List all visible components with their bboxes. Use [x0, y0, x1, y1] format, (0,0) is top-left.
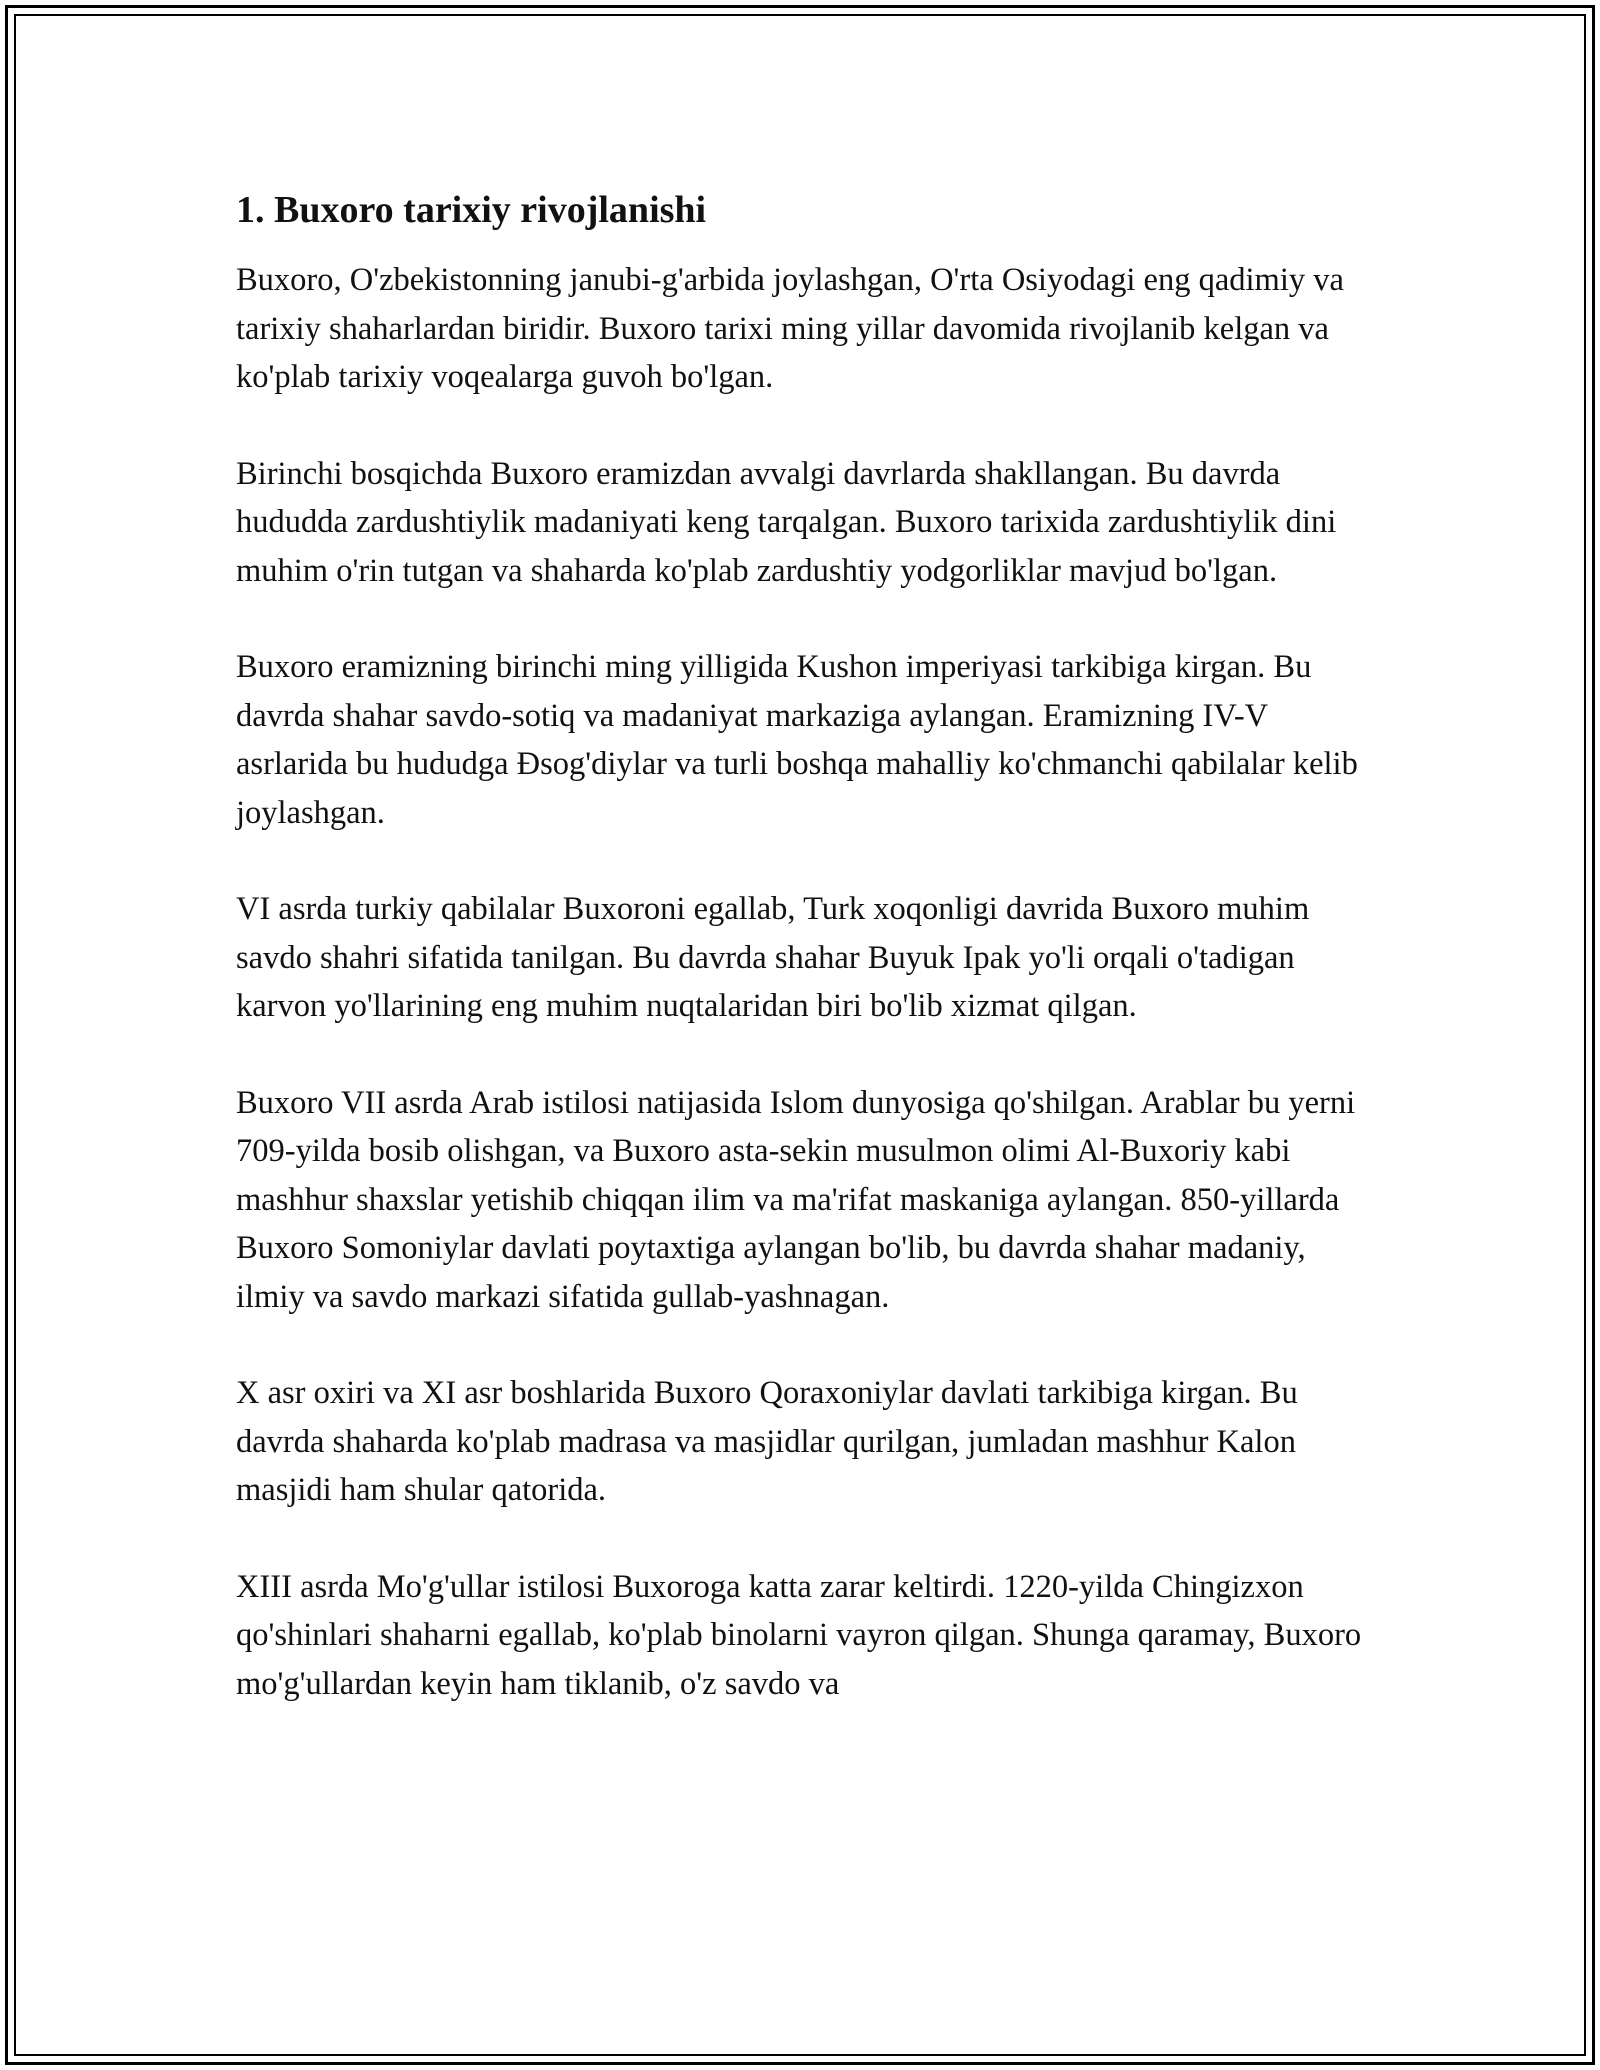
page-content	[236, 186, 1376, 1756]
paragraph-qarakhanid-period: X asr oxiri va XI asr boshlarida Buxoro Qoraxoniylar davlati tarkibiga kirgan. Bu davrda shaharda ko'plab madrasa va masjidlar qurilgan, jumladan mashhur Kalon masjidi ham shular qatorida.	[236, 1375, 1298, 1509]
paragraph-arab-period: Buxoro VII asrda Arab istilosi natijasida Islom dunyosiga qo'shilgan. Arablar bu yerni 709-yilda bosib olishgan, va Buxoro asta-sekin musulmon olimi Al-Buxoriy kabi mashhur shaxslar yetishib chiqqan ilim va ma'rifat maskaniga aylangan. 850-yillarda Buxoro Somoniylar davlati poytaxtiga aylangan bo'lib, bu davrda shahar madaniy, ilmiy va savdo markazi sifatida gullab-yashnagan.	[236, 1084, 1356, 1315]
paragraph-turkic-period: VI asrda turkiy qabilalar Buxoroni egallab, Turk xoqonligi davrida Buxoro muhim savdo shahri sifatida tanilgan. Bu davrda shahar Buyuk Ipak yo'li orqali o'tadigan karvon yo'llarining eng muhim nuqtalaridan biri bo'lib xizmat qilgan.	[236, 891, 1310, 1025]
paragraph-intro: Buxoro, O'zbekistonning janubi-g'arbida joylashgan, O'rta Osiyodagi eng qadimiy va tarixiy shaharlardan biridir. Buxoro tarixi ming yillar davomida rivojlanib kelgan va ko'plab tarixiy voqealarga guvoh bo'lgan.	[236, 262, 1344, 396]
paragraph-mongol-period: XIII asrda Mo'g'ullar istilosi Buxoroga katta zarar keltirdi. 1220-yilda Chingizxon qo'shinlari shaharni egallab, ko'plab binolarni vayron qilgan. Shunga qaramay, Buxoro mo'g'ullardan keyin ham tiklanib, o'z savdo va	[236, 1568, 1362, 1702]
paragraph-kushan-period: Buxoro eramizning birinchi ming yilligida Kushon imperiyasi tarkibiga kirgan. Bu davrda shahar savdo-sotiq va madaniyat markaziga aylangan. Eramizning IV-V asrlarida bu hududga Đsog'diylar va turli boshqa mahalliy ko'chmanchi qabilalar kelib joylashgan.	[236, 649, 1358, 831]
paragraph-zoroastrian-period: Birinchi bosqichda Buxoro eramizdan avvalgi davrlarda shakllangan. Bu davrda hududda zardushtiylik madaniyati keng tarqalgan. Buxoro tarixida zardushtiylik dini muhim o'rin tutgan va shaharda ko'plab zardushtiy yodgorliklar mavjud bo'lgan.	[236, 455, 1337, 589]
section-heading: 1. Buxoro tarixiy rivojlanishi	[236, 189, 707, 231]
